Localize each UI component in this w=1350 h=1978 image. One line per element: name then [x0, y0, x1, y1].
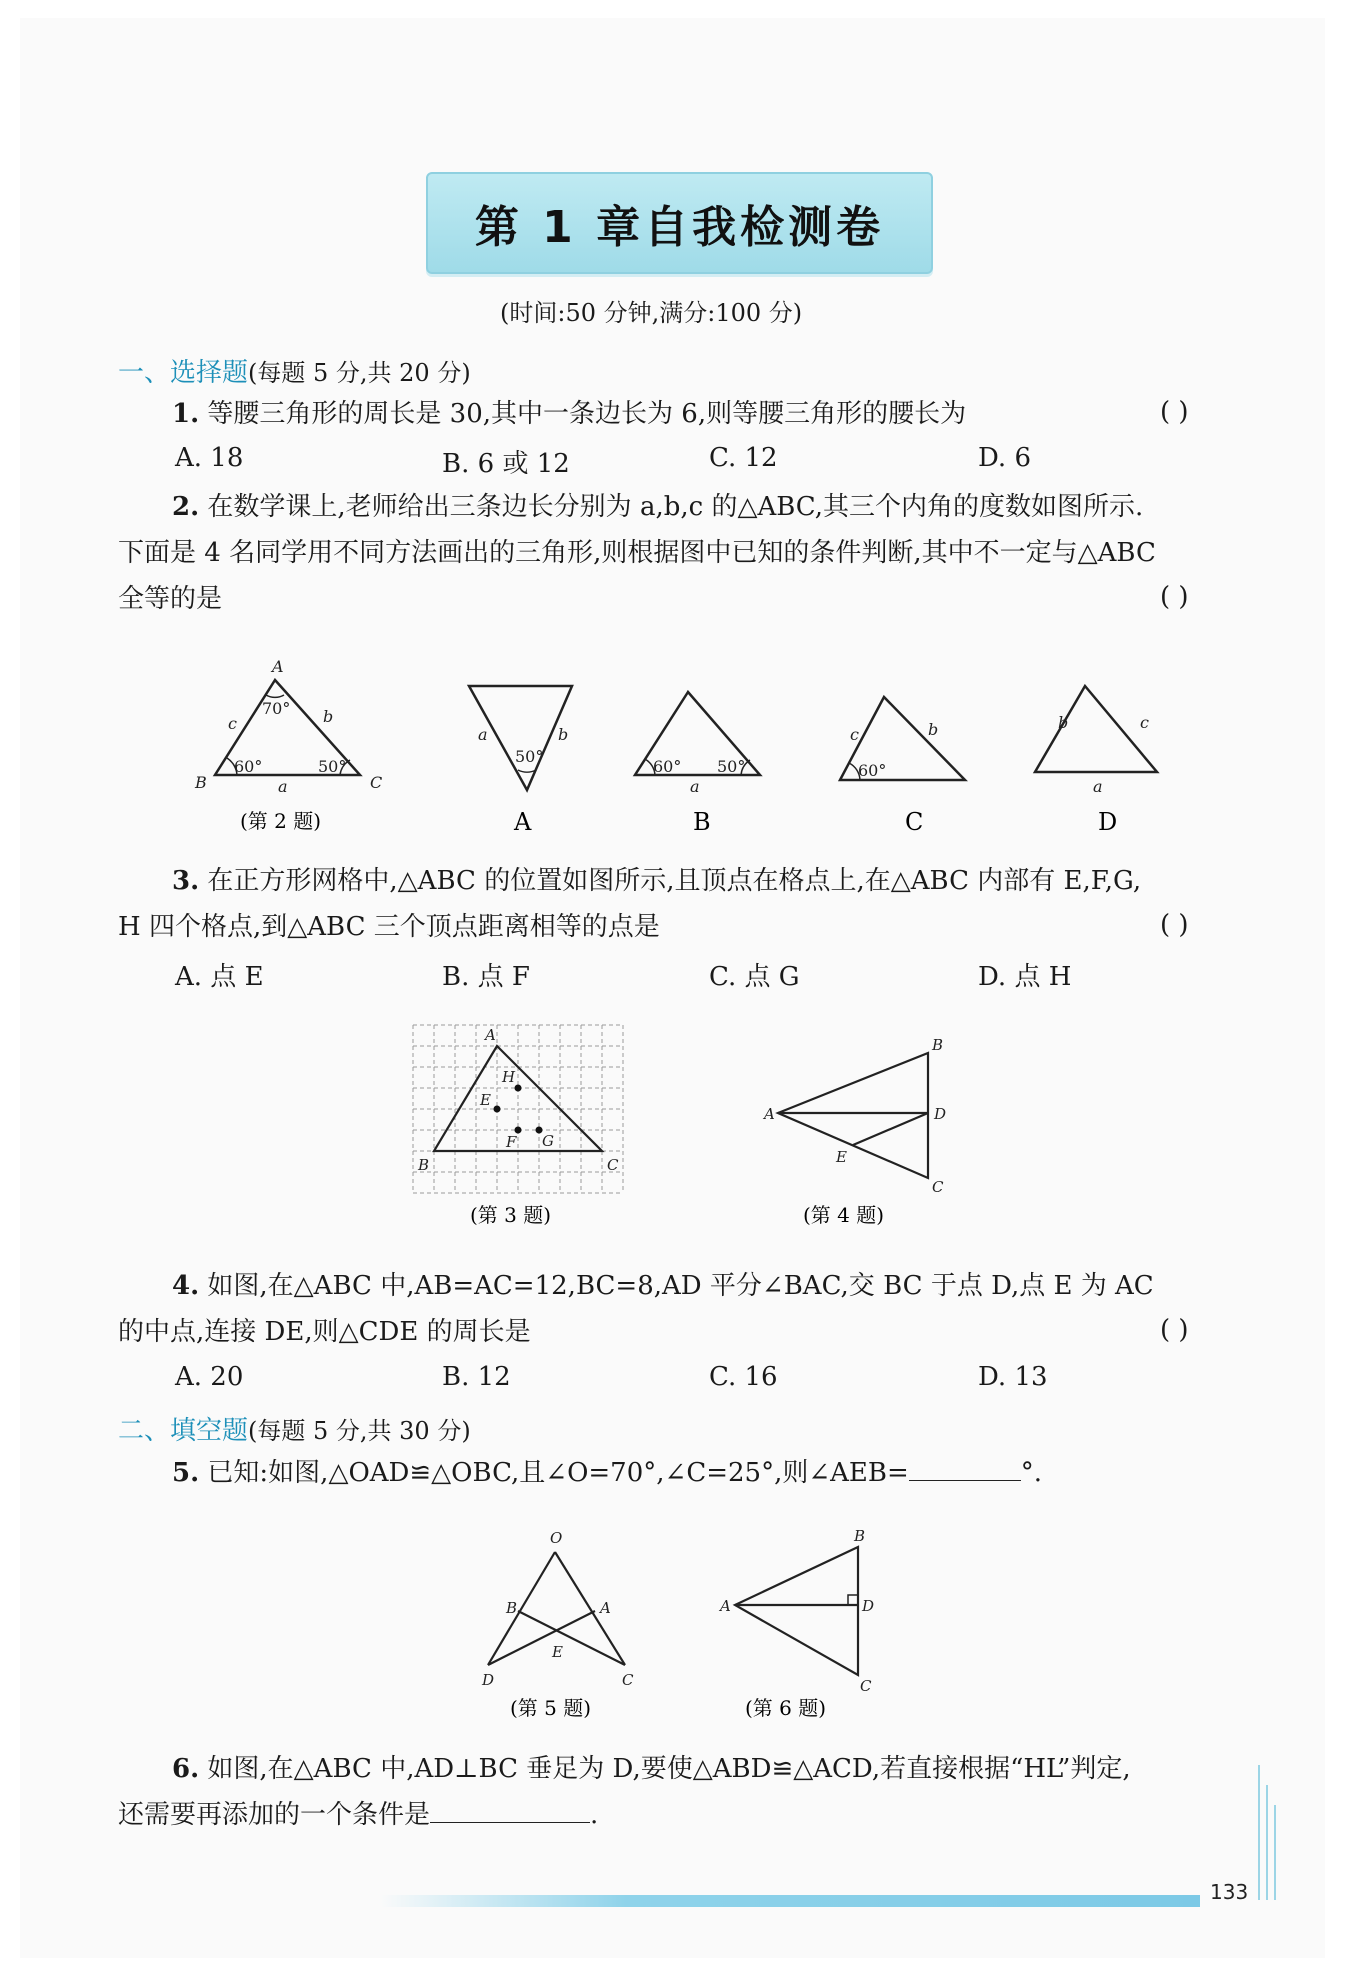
q2-answer-paren[interactable]: ( )	[1160, 582, 1189, 612]
q2-line-1	[172, 490, 1143, 524]
section-2-note: (每题 5 分,共 30 分)	[248, 1417, 471, 1445]
section-1-label: 一、选择题	[118, 358, 249, 388]
q2-caption: (第 2 题)	[240, 809, 322, 833]
q4-line1-text: 如图,在△ABC 中,AB=AC=12,BC=8,AD 平分∠BAC,交 BC 于点 D,点 E 为 AC	[207, 1271, 1154, 1301]
q3-line-1	[172, 864, 1141, 898]
q2-angle-70: 70°	[262, 699, 291, 718]
q3-option-a[interactable]: A. 点 E	[175, 962, 264, 992]
q4-option-b[interactable]: B. 12	[442, 1362, 511, 1392]
q6-answer-blank[interactable]	[430, 1798, 590, 1823]
q2-label-A: A	[272, 657, 284, 676]
q4-label-A: A	[764, 1105, 775, 1123]
qb-label-a: a	[690, 777, 700, 796]
q4-label-C: C	[932, 1178, 944, 1196]
q3-label-C: C	[607, 1156, 619, 1174]
page-number: 133	[1210, 1880, 1249, 1904]
q6-figure	[735, 1547, 858, 1675]
q2-fig-label-b: B	[693, 808, 711, 836]
q4-label-B: B	[932, 1036, 944, 1054]
q1-option-c[interactable]: C. 12	[709, 443, 778, 473]
q2-angle-60: 60°	[234, 757, 263, 776]
q2-number: 2.	[172, 492, 200, 522]
q6-line-1	[172, 1752, 1131, 1786]
q6-line1-text: 如图,在△ABC 中,AD⊥BC 垂足为 D,要使△ABD≌△ACD,若直接根据“HL”判定,	[207, 1754, 1131, 1784]
q3-caption: (第 3 题)	[470, 1203, 552, 1227]
q3-grid	[413, 1025, 623, 1193]
q5-label-O: O	[550, 1529, 563, 1547]
q2-triangle-d	[1035, 686, 1157, 772]
q4-number: 4.	[172, 1271, 200, 1301]
q6-line-2	[118, 1798, 598, 1832]
q4-answer-paren[interactable]: ( )	[1160, 1315, 1189, 1345]
q4-label-E: E	[836, 1148, 847, 1166]
q2-label-B: B	[195, 773, 207, 792]
q5-q6-figures	[470, 1525, 890, 1725]
qa-label-b: b	[558, 725, 569, 744]
q6-triangle	[735, 1547, 858, 1675]
q3-label-H: H	[502, 1068, 516, 1086]
q2-fig-label-d: D	[1098, 808, 1118, 836]
q4-line-2: 的中点,连接 DE,则△CDE 的周长是	[118, 1317, 531, 1347]
qb-angle-60: 60°	[653, 757, 682, 776]
q4-label-D: D	[934, 1105, 947, 1123]
q5-label-A: A	[600, 1599, 611, 1617]
q3-option-b[interactable]: B. 点 F	[442, 962, 530, 992]
chapter-title: 第 1 章自我检测卷	[426, 172, 933, 274]
q1-option-b[interactable]: B. 6 或 12	[442, 449, 570, 479]
question-1	[172, 397, 966, 431]
q6-suffix: .	[590, 1800, 599, 1830]
q5-suffix: °.	[1020, 1458, 1043, 1488]
q5-text: 已知:如图,△OAD≌△OBC,且∠O=70°,∠C=25°,则∠AEB=	[207, 1458, 909, 1488]
q3-label-A: A	[485, 1026, 496, 1044]
q6-label-B: B	[854, 1527, 866, 1545]
q5-label-E: E	[552, 1643, 563, 1661]
qd-label-c: c	[1140, 713, 1149, 732]
qc-label-b: b	[928, 720, 939, 739]
q3-number: 3.	[172, 866, 200, 896]
q6-line2-text: 还需要再添加的一个条件是	[118, 1800, 431, 1830]
q5-label-D: D	[482, 1671, 495, 1689]
q2-line1-text: 在数学课上,老师给出三条边长分别为 a,b,c 的△ABC,其三个内角的度数如图所示.	[207, 492, 1144, 522]
qc-label-c: c	[850, 725, 859, 744]
qd-label-a: a	[1093, 777, 1103, 796]
q4-figure	[778, 1053, 928, 1178]
q3-line1-text: 在正方形网格中,△ABC 的位置如图所示,且顶点在格点上,在△ABC 内部有 E,F,G,	[207, 866, 1142, 896]
exam-subtitle: (时间:50 分钟,满分:100 分)	[500, 299, 803, 327]
q3-point-h	[515, 1085, 522, 1092]
footer-decorative-bar	[380, 1895, 1200, 1907]
q6-label-C: C	[860, 1677, 872, 1695]
q6-label-D: D	[862, 1597, 875, 1615]
q6-caption: (第 6 题)	[745, 1696, 827, 1720]
q6-label-A: A	[720, 1597, 731, 1615]
q6-number: 6.	[172, 1754, 200, 1784]
q1-option-a[interactable]: A. 18	[175, 443, 244, 473]
question-5	[172, 1456, 1042, 1490]
section-2-heading	[118, 1410, 471, 1447]
q3-label-F: F	[506, 1133, 517, 1151]
q3-label-E: E	[480, 1091, 491, 1109]
section-2-label: 二、填空题	[118, 1416, 249, 1446]
q4-option-c[interactable]: C. 16	[709, 1362, 778, 1392]
q1-number: 1.	[172, 399, 200, 429]
q2-fig-label-c: C	[905, 808, 924, 836]
q2-angle-50: 50°	[318, 757, 347, 776]
q2-figures	[180, 650, 1180, 850]
q2-fig-label-a: A	[514, 808, 532, 836]
decorative-vertical-lines	[1255, 1760, 1285, 1910]
qc-angle-60: 60°	[858, 761, 887, 780]
q1-text: 等腰三角形的周长是 30,其中一条边长为 6,则等腰三角形的腰长为	[207, 399, 967, 429]
q3-label-B: B	[418, 1156, 430, 1174]
q3-q4-figures	[410, 1020, 970, 1240]
q4-option-a[interactable]: A. 20	[175, 1362, 244, 1392]
q2-label-c: c	[228, 714, 237, 733]
q4-line-1	[172, 1269, 1154, 1303]
qa-angle-50: 50°	[515, 747, 544, 766]
q1-option-d[interactable]: D. 6	[978, 443, 1031, 473]
q5-label-B: B	[506, 1599, 518, 1617]
qb-angle-50: 50°	[717, 757, 746, 776]
q3-label-G: G	[542, 1132, 554, 1150]
q3-option-c[interactable]: C. 点 G	[709, 962, 800, 992]
q2-label-a: a	[278, 777, 288, 796]
section-1-note: (每题 5 分,共 20 分)	[248, 359, 471, 387]
q3-option-d[interactable]: D. 点 H	[978, 962, 1072, 992]
qd-label-b: b	[1058, 713, 1069, 732]
q5-answer-blank[interactable]	[909, 1456, 1021, 1481]
q5-label-C: C	[622, 1671, 634, 1689]
q4-option-d[interactable]: D. 13	[978, 1362, 1048, 1392]
q2-label-C: C	[370, 773, 383, 792]
q1-answer-paren[interactable]: ( )	[1160, 397, 1189, 427]
q5-number: 5.	[172, 1458, 200, 1488]
q4-caption: (第 4 题)	[803, 1203, 885, 1227]
qa-label-a: a	[478, 725, 488, 744]
q3-line-2: H 四个格点,到△ABC 三个顶点距离相等的点是	[118, 912, 660, 942]
q4-triangle	[778, 1053, 928, 1178]
q5-caption: (第 5 题)	[510, 1696, 592, 1720]
q2-label-b: b	[323, 707, 334, 726]
q3-point-e	[494, 1106, 501, 1113]
q2-line-3: 全等的是	[118, 584, 223, 614]
section-1-heading	[118, 352, 471, 389]
q3-answer-paren[interactable]: ( )	[1160, 910, 1189, 940]
q2-line-2: 下面是 4 名同学用不同方法画出的三角形,则根据图中已知的条件判断,其中不一定与△ABC	[118, 538, 1156, 568]
